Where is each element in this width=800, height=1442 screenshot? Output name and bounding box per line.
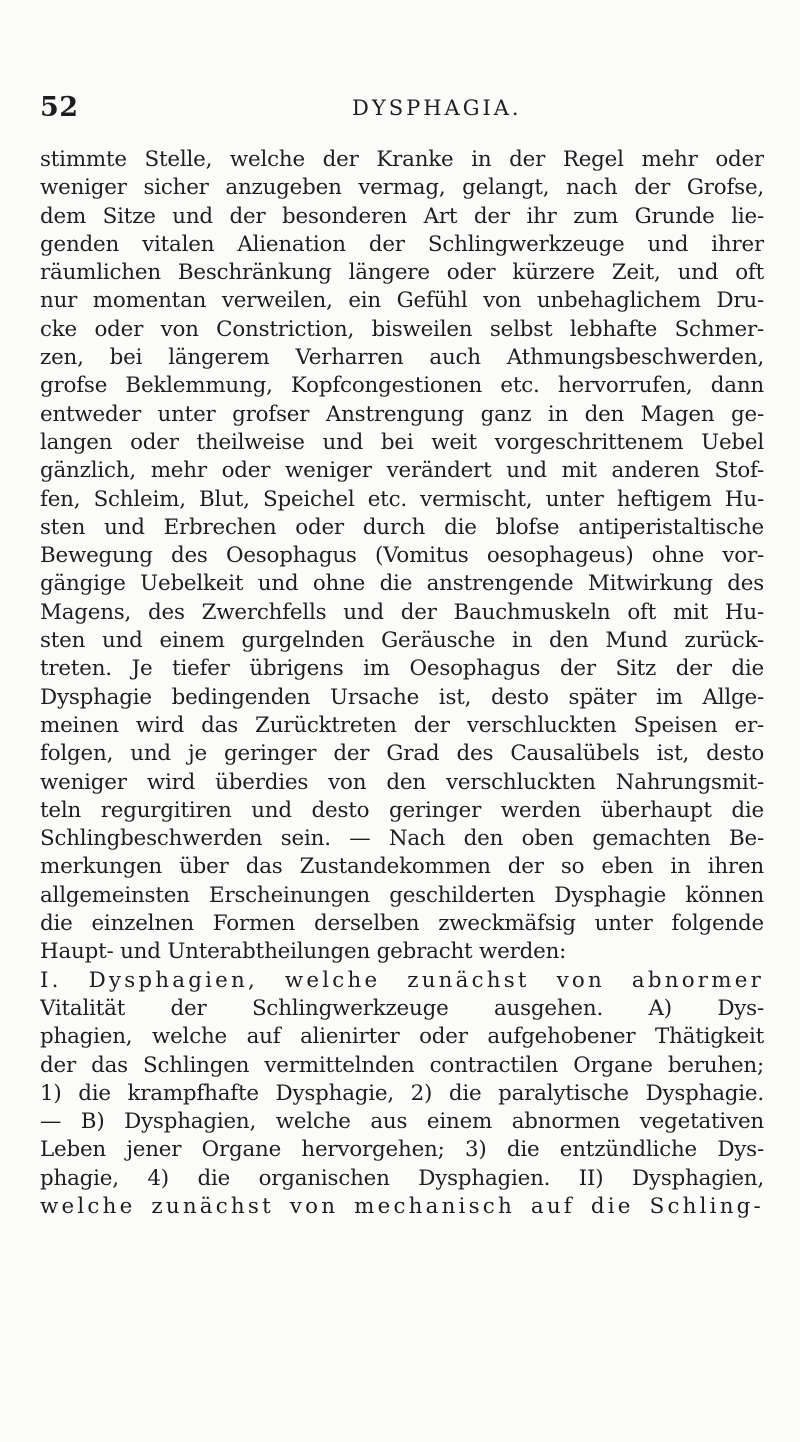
text-line: räumlichen Beschränkung längere oder kürzere Zeit, und oft [40,260,764,286]
text-line: Dysphagie bedingenden Ursache ist, desto später im Allge- [40,684,764,710]
text-line: zen, bei längerem Verharren auch Athmungsbeschwerden, [40,345,764,371]
text-line: 1) die krampfhafte Dysphagie, 2) die paralytische Dysphagie. [40,1080,764,1106]
text-line: Magens, des Zwerchfells und der Bauchmuskeln oft mit Hu- [40,599,764,625]
text-line: Schlingbeschwerden sein. — Nach den oben gemachten Be- [40,826,764,852]
section-heading-line: Vitalität der Schlingwerkzeuge ausgehen. A) Dys- [40,995,764,1021]
text-line: genden vitalen Alienation der Schlingwerkzeuge und ihrer [40,231,764,257]
text-line: weniger wird überdies von den verschluckten Nahrungsmit- [40,769,764,795]
text-line: cke oder von Constriction, bisweilen selbst lebhafte Schmer- [40,316,764,342]
page-header [40,92,780,132]
text-line: dem Sitze und der besonderen Art der ihr zum Grunde lie- [40,203,764,229]
text-line: gänzlich, mehr oder weniger verändert und mit anderen Stof- [40,458,764,484]
text-line: der das Schlingen vermittelnden contractilen Organe beruhen; [40,1052,764,1078]
text-line: teln regurgitiren und desto geringer werden überhaupt die [40,797,764,823]
section-heading-line: I. Dysphagien, welche zunächst von abnormer [40,967,764,993]
text-line: gängige Uebelkeit und ohne die anstrengende Mitwirkung des [40,571,764,597]
body-text [40,146,764,1221]
text-line: sten und Erbrechen oder durch die blofse antiperistaltische [40,514,764,540]
text-line: — B) Dysphagien, welche aus einem abnormen vegetativen [40,1109,764,1135]
text-line: folgen, und je geringer der Grad des Causalübels ist, desto [40,741,764,767]
text-line: grofse Beklemmung, Kopfcongestionen etc. hervorrufen, dann [40,373,764,399]
text-line: Leben jener Organe hervorgehen; 3) die entzündliche Dys- [40,1137,764,1163]
text-line: stimmte Stelle, welche der Kranke in der Regel mehr oder [40,147,764,172]
running-head: DYSPHAGIA. [352,96,522,120]
text-line: merkungen über das Zustandekommen der so eben in ihren [40,854,764,880]
text-line: weniger sicher anzugeben vermag, gelangt, nach der Grofse, [40,175,764,201]
text-line: phagien, welche auf alienirter oder aufgehobener Thätigkeit [40,1024,764,1050]
text-line: langen oder theilweise und bei weit vorgeschrittenem Uebel [40,429,764,455]
text-line: treten. Je tiefer übrigens im Oesophagus der Sitz der die [40,656,764,682]
text-line: entweder unter grofser Anstrengung ganz in den Magen ge- [40,401,764,427]
text-line: sten und einem gurgelnden Geräusche in den Mund zurück- [40,628,764,654]
text-line: Bewegung des Oesophagus (Vomitus oesophageus) ohne vor- [40,543,764,569]
text-line: phagie, 4) die organischen Dysphagien. II) Dysphagien, [40,1165,764,1191]
text-line: allgemeinsten Erscheinungen geschilderten Dysphagie können [40,882,764,908]
text-line: nur momentan verweilen, ein Gefühl von unbehaglichem Dru- [40,288,764,314]
text-line: die einzelnen Formen derselben zweckmäfsig unter folgende [40,911,764,937]
page-number: 52 [40,92,79,123]
text-line: fen, Schleim, Blut, Speichel etc. vermischt, unter heftigem Hu- [40,486,764,512]
text-line: Haupt- und Unterabtheilungen gebracht werden: [40,939,567,965]
text-line: meinen wird das Zurücktreten der verschluckten Speisen er- [40,712,764,738]
text-line: welche zunächst von mechanisch auf die Schling- [40,1193,764,1219]
